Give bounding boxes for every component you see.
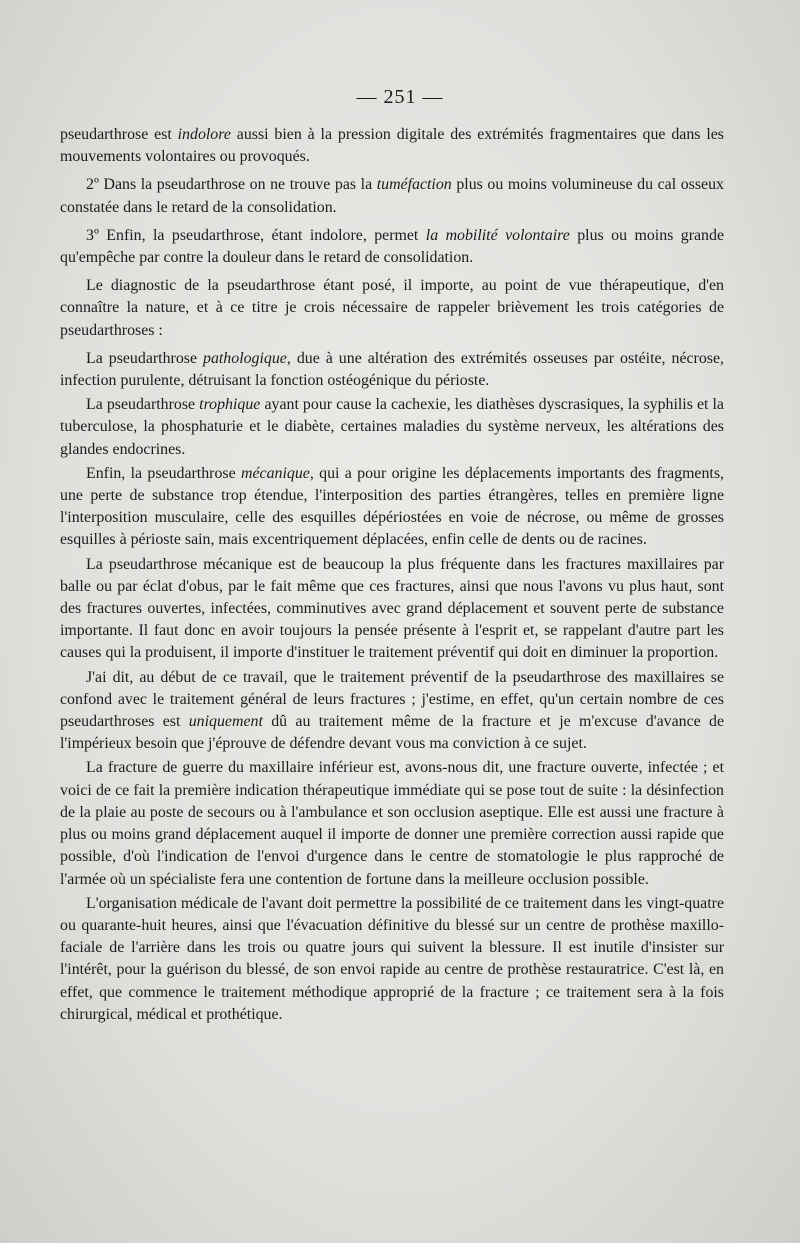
page-number: — 251 —	[356, 86, 444, 108]
paragraph-10: La fracture de guerre du maxillaire inférieur est, avons-nous dit, une fracture ouverte, infectée ; et voici de ce fait la première indication thérapeutique immédiate qui se pose tout de suite : la désinfection de la plaie au poste de secours ou à l'ambulance et son occlusion aseptique. Elle est aussi une fracture à plus ou moins grand déplacement auquel il importe de donner une première correction aussi rapide que possible, d'où l'indication de l'envoi d'urgence dans le centre de stomatologie le plus rapproché de l'armée où un spécialiste fera une contention de fortune dans la meilleure occlusion possible.	[60, 759, 724, 888]
paragraph-6: La pseudarthrose trophique ayant pour cause la cachexie, les diathèses dyscrasiques, la syphilis et la tuberculose, la phosphaturie et le diabète, certaines maladies du système nerveux, les altérations des glandes endocrines.	[60, 396, 724, 458]
paragraph-8: La pseudarthrose mécanique est de beaucoup la plus fréquente dans les fractures maxillaires par balle ou par éclat d'obus, par le fait même que ces fractures, ainsi que nous l'avons vu plus haut, sont des fractures ouvertes, infectées, comminutives avec grand déplacement et souvent perte de substance importante. Il faut donc en avoir toujours la pensée présente à l'esprit et, se rappelant d'autre part les causes qui la produisent, il importe d'instituer le traitement préventif qui doit en diminuer la proportion.	[60, 555, 724, 662]
paragraph-7: Enfin, la pseudarthrose mécanique, qui a pour origine les déplacements importants des fragments, une perte de substance trop étendue, l'interposition des parties étrangères, telles en première ligne l'interposition musculaire, celle des esquilles dépériostées en voie de nécrose, ou même de grosses esquilles à périoste sain, mais excentriquement déplacées, enfin celle de dents ou de racines.	[60, 464, 725, 549]
body-text	[60, 124, 724, 1026]
paragraph-2: 2º Dans la pseudarthrose on ne trouve pas la tuméfaction plus ou moins volumineuse du cal osseux constatée dans le retard de la consolidation.	[60, 176, 724, 216]
paragraph-9: J'ai dit, au début de ce travail, que le traitement préventif de la pseudarthrose des maxillaires se confond avec le traitement général de leurs fractures ; j'estime, en effet, qu'un certain nombre de ces pseudarthroses est uniquement dû au traitement même de la fracture et je m'excuse d'avance de l'impérieux besoin que j'éprouve de défendre devant vous ma conviction à ce sujet.	[60, 668, 724, 753]
paragraph-1: pseudarthrose est indolore aussi bien à la pression digitale des extrémités fragmentaires que dans les mouvements volontaires ou provoqués.	[60, 126, 724, 166]
paragraph-3: 3º Enfin, la pseudarthrose, étant indolore, permet la mobilité volontaire plus ou moins grande qu'empêche par contre la douleur dans le retard de consolidation.	[60, 226, 724, 267]
paragraph-5: La pseudarthrose pathologique, due à une altération des extrémités osseuses par ostéite, nécrose, infection purulente, détruisant la fonction ostéogénique du périoste.	[60, 349, 724, 390]
paragraph-4: Le diagnostic de la pseudarthrose étant posé, il importe, au point de vue thérapeutique, d'en connaître la nature, et à ce titre je crois nécessaire de rappeler brièvement les trois catégories de pseudarthroses :	[60, 277, 724, 339]
paragraph-11: L'organisation médicale de l'avant doit permettre la possibilité de ce traitement dans les vingt-quatre ou quarante-huit heures, ainsi que l'évacuation définitive du blessé sur un centre de prothèse maxillo-faciale de l'arrière dans les trois ou quatre jours qui suivent la blessure. Il est inutile d'insister sur l'intérêt, pour la guérison du blessé, de son envoi rapide au centre de prothèse restauratrice. C'est là, en effet, que commence le traitement méthodique approprié de la fracture ; ce traitement sera à la fois chirurgical, médical et prothétique.	[60, 894, 724, 1023]
